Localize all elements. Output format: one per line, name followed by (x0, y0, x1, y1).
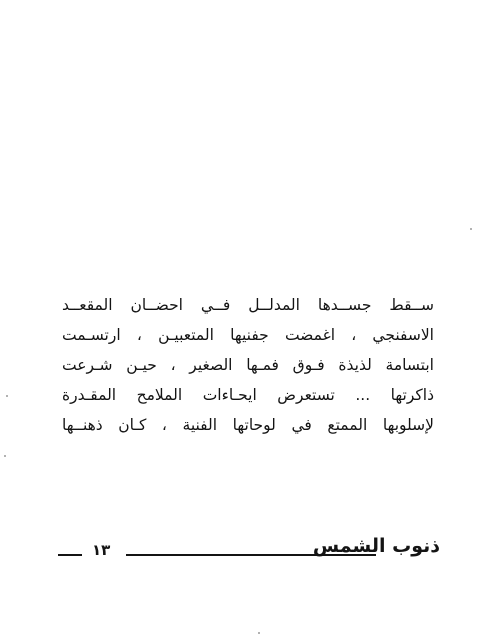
text-line: ســقط جســدها المدلــل فــي احضــان المقعــد (62, 296, 434, 314)
page-number: ١٣ (92, 541, 111, 559)
footer-rule-short (58, 554, 82, 556)
scan-speck (258, 632, 260, 634)
text-line: ذاكرتها ... تستعرض ايحـاءات الملامح المقـدرة (62, 386, 434, 404)
scan-speck (6, 395, 8, 397)
text-line: الاسفنجي ، اغمضت جفنيها المتعبيـن ، ارتسـمت (62, 326, 434, 344)
running-title: ذنوب الشمس (312, 535, 440, 557)
text-line: ابتسامة لذيذة فـوق فمـها الصغير ، حيـن شـرعت (62, 356, 434, 374)
page-footer (58, 535, 440, 569)
text-line: لإسلوبها الممتع في لوحاتها الفنية ، كـان ذهنــها (62, 416, 434, 434)
scan-speck (4, 455, 6, 457)
scan-speck (470, 228, 472, 230)
body-paragraph (62, 290, 434, 440)
